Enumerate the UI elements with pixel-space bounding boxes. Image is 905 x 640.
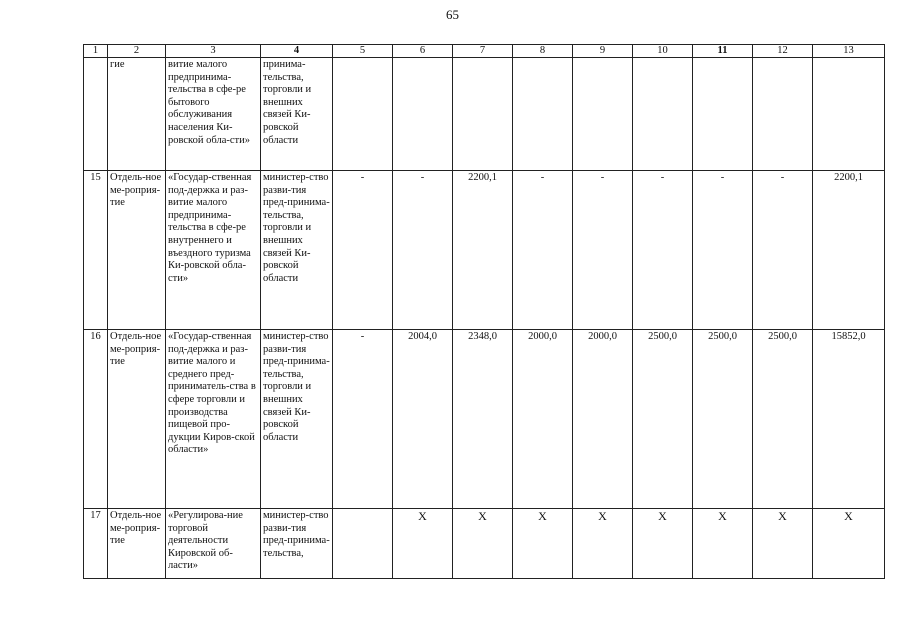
value-cell: Х <box>513 509 573 579</box>
row-number <box>84 58 108 171</box>
value-cell <box>453 58 513 171</box>
measure-type: гие <box>108 58 166 171</box>
col-header-7: 7 <box>453 45 513 58</box>
value-cell: 2000,0 <box>573 330 633 509</box>
col-header-4: 4 <box>261 45 333 58</box>
executor: министер-ство разви-тия пред-принима-тельства, торговли и внешних связей Ки-ровской области <box>261 171 333 330</box>
value-cell: - <box>693 171 753 330</box>
col-header-12: 12 <box>753 45 813 58</box>
measure-name: витие малого предпринима-тельства в сфе-ре бытового обслуживания населения Ки-ровской обла-сти» <box>166 58 261 171</box>
value-cell: 2500,0 <box>633 330 693 509</box>
value-cell: 2000,0 <box>513 330 573 509</box>
value-cell: 2200,1 <box>813 171 885 330</box>
executor: принима-тельства, торговли и внешних связей Ки-ровской области <box>261 58 333 171</box>
value-cell <box>753 58 813 171</box>
value-cell: - <box>333 171 393 330</box>
program-table <box>83 44 885 579</box>
value-cell: Х <box>393 509 453 579</box>
value-cell: Х <box>753 509 813 579</box>
col-header-8: 8 <box>513 45 573 58</box>
col-header-6: 6 <box>393 45 453 58</box>
measure-type: Отдель-ное ме-роприя-тие <box>108 330 166 509</box>
value-cell <box>393 58 453 171</box>
value-cell: Х <box>633 509 693 579</box>
executor: министер-ство разви-тия пред-принима-тельства, <box>261 509 333 579</box>
col-header-11: 11 <box>693 45 753 58</box>
col-header-1: 1 <box>84 45 108 58</box>
value-cell <box>633 58 693 171</box>
measure-type: Отдель-ное ме-роприя-тие <box>108 171 166 330</box>
table-row <box>84 330 885 509</box>
value-cell <box>693 58 753 171</box>
value-cell: - <box>633 171 693 330</box>
measure-name: «Государ-ственная под-держка и раз-витие малого и среднего пред-приниматель-ства в сфере торговли и производства пищевой про-дукции Киров-ской области» <box>166 330 261 509</box>
table-row <box>84 58 885 171</box>
measure-name: «Государ-ственная под-держка и раз-витие малого предпринима-тельства в сфе-ре внутреннего и въездного туризма Ки-ровской обла-сти» <box>166 171 261 330</box>
col-header-2: 2 <box>108 45 166 58</box>
col-header-9: 9 <box>573 45 633 58</box>
header-row <box>84 45 885 58</box>
col-header-10: 10 <box>633 45 693 58</box>
value-cell <box>813 58 885 171</box>
col-header-13: 13 <box>813 45 885 58</box>
page-number: 65 <box>446 7 459 22</box>
value-cell: 2348,0 <box>453 330 513 509</box>
value-cell: - <box>333 330 393 509</box>
value-cell <box>333 58 393 171</box>
value-cell <box>333 509 393 579</box>
table-row <box>84 171 885 330</box>
value-cell: 2004,0 <box>393 330 453 509</box>
value-cell: - <box>393 171 453 330</box>
value-cell: 2500,0 <box>753 330 813 509</box>
value-cell <box>513 58 573 171</box>
value-cell: - <box>513 171 573 330</box>
row-number: 16 <box>84 330 108 509</box>
value-cell: Х <box>573 509 633 579</box>
value-cell: 2500,0 <box>693 330 753 509</box>
value-cell: 15852,0 <box>813 330 885 509</box>
row-number: 15 <box>84 171 108 330</box>
measure-type: Отдель-ное ме-роприя-тие <box>108 509 166 579</box>
measure-name: «Регулирова-ние торговой деятельности Кировской об-ласти» <box>166 509 261 579</box>
value-cell: Х <box>453 509 513 579</box>
value-cell: - <box>573 171 633 330</box>
value-cell <box>573 58 633 171</box>
col-header-3: 3 <box>166 45 261 58</box>
table-row <box>84 509 885 579</box>
value-cell: 2200,1 <box>453 171 513 330</box>
value-cell: Х <box>693 509 753 579</box>
executor: министер-ство разви-тия пред-принима-тельства, торговли и внешних связей Ки-ровской области <box>261 330 333 509</box>
value-cell: - <box>753 171 813 330</box>
row-number: 17 <box>84 509 108 579</box>
value-cell: Х <box>813 509 885 579</box>
col-header-5: 5 <box>333 45 393 58</box>
